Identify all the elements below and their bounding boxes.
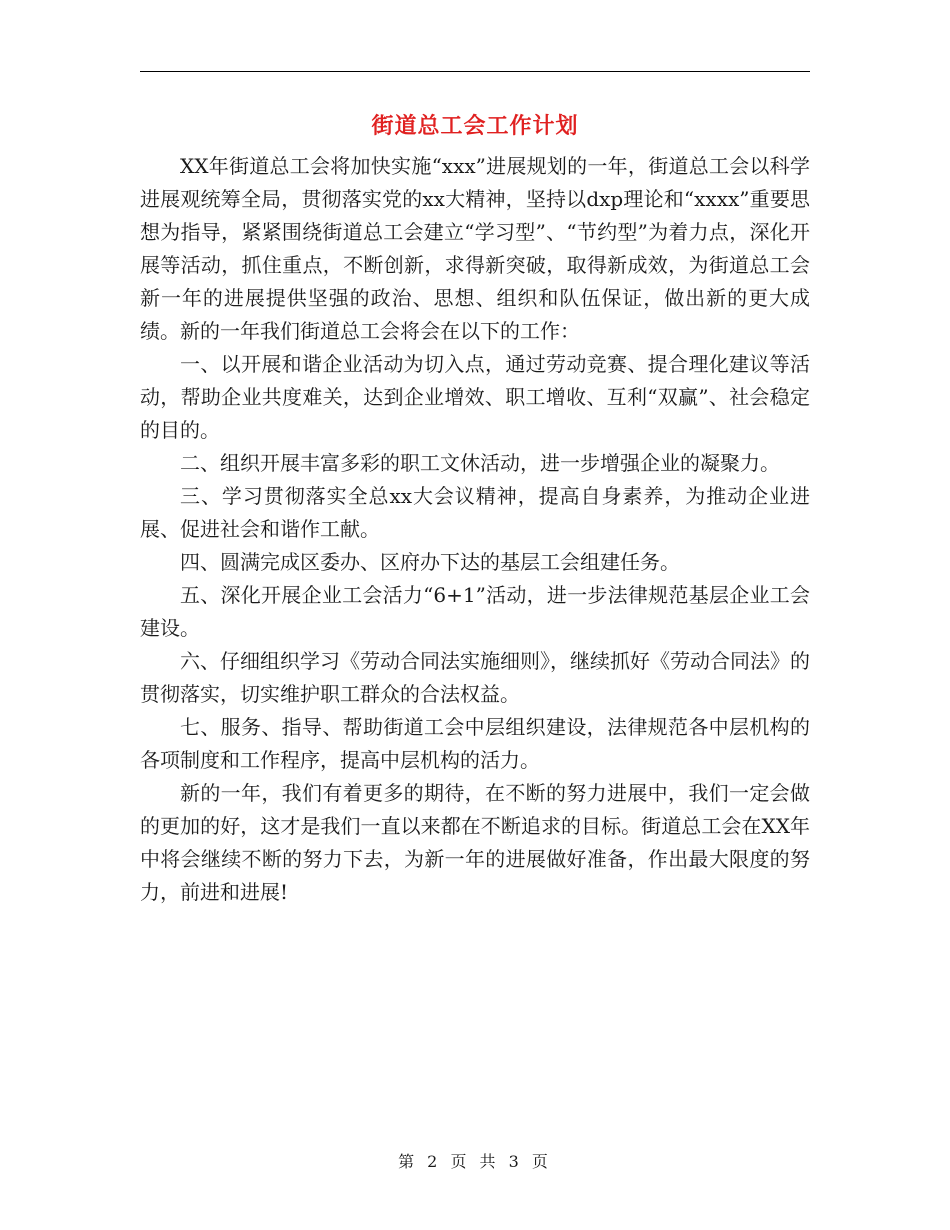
paragraph-item-5: 五、深化开展企业工会活力“6+1”活动，进一步法律规范基层企业工会建设。 bbox=[140, 583, 810, 640]
paragraph-intro: XX年街道总工会将加快实施“xxx”进展规划的一年，街道总工会以科学进展观统筹全局，贯彻落实党的xx大精神，坚持以dxp理论和“xxxx”重要思想为指导，紧紧围绕街道总工会建立“学习型”、“节约型”为着力点，深化开展等活动，抓住重点，不断创新，求得新突破，取得新成效，为街道总工会新一年的进展提供坚强的政治、思想、组织和队伍保证，做出新的更大成绩。新的一年我们街道总工会将会在以下的工作： bbox=[140, 154, 810, 343]
paragraph-item-6: 六、仔细组织学习《劳动合同法实施细则》，继续抓好《劳动合同法》的贯彻落实，切实维护职工群众的合法权益。 bbox=[140, 649, 810, 706]
paragraph-item-3: 三、学习贯彻落实全总xx大会议精神，提高自身素养，为推动企业进展、促进社会和谐作工献。 bbox=[140, 484, 810, 541]
header-rule bbox=[140, 71, 810, 72]
page-number-footer: 第 2 页 共 3 页 bbox=[398, 1152, 552, 1171]
paragraph-item-2: 二、组织开展丰富多彩的职工文休活动，进一步增强企业的凝聚力。 bbox=[180, 451, 780, 475]
paragraph-conclusion: 新的一年，我们有着更多的期待，在不断的努力进展中，我们一定会做的更加的好，这才是我们一直以来都在不断追求的目标。街道总工会在XX年中将会继续不断的努力下去，为新一年的进展做好准备，作出最大限度的努力，前进和进展! bbox=[140, 781, 810, 904]
document-body bbox=[140, 150, 810, 909]
paragraph-item-1: 一、以开展和谐企业活动为切入点，通过劳动竞赛、提合理化建议等活动，帮助企业共度难关，达到企业增效、职工增收、互利“双赢”、社会稳定的目的。 bbox=[140, 352, 810, 442]
document-title: 街道总工会工作计划 bbox=[371, 113, 579, 139]
paragraph-item-7: 七、服务、指导、帮助街道工会中层组织建设，法律规范各中层机构的各项制度和工作程序，提高中层机构的活力。 bbox=[140, 715, 810, 772]
paragraph-item-4: 四、圆满完成区委办、区府办下达的基层工会组建任务。 bbox=[180, 550, 680, 574]
